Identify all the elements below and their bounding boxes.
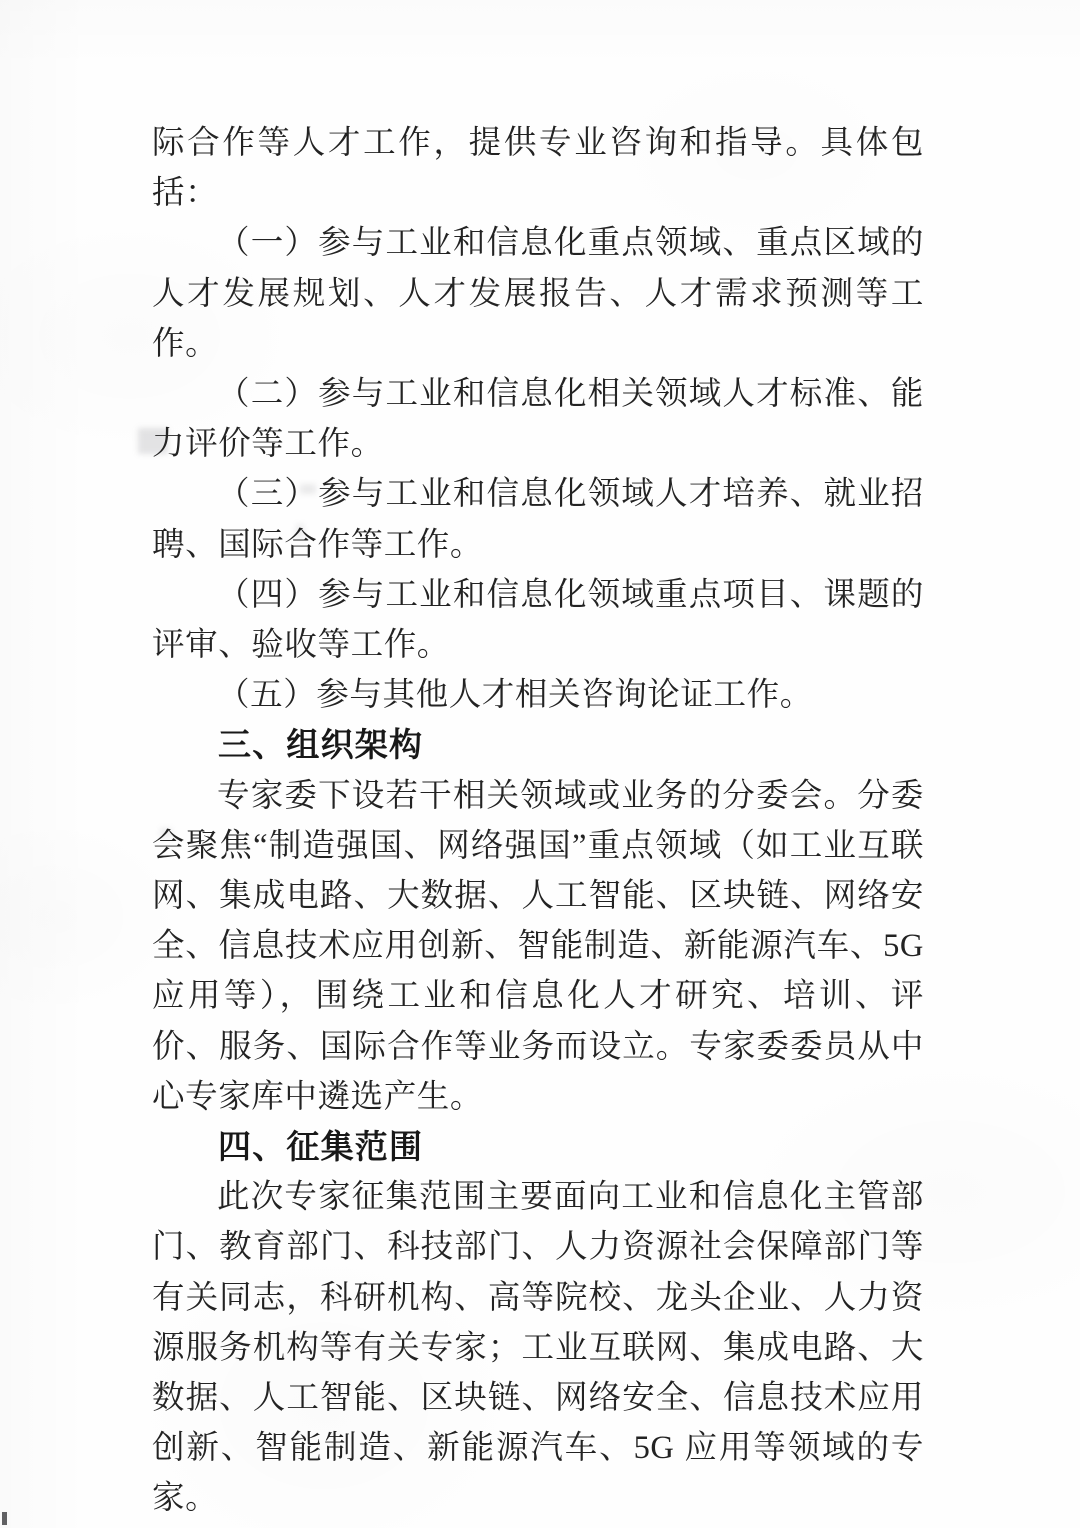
list-item-three: （三）参与工业和信息化领域人才培养、就业招聘、国际合作等工作。 [152, 476, 924, 563]
scan-edge-shading-left [0, 0, 90, 1528]
section-heading-four: 四、征集范围 [218, 1128, 424, 1166]
scan-edge-shading-top [0, 0, 1080, 70]
section-body-four: 此次专家征集范围主要面向工业和信息化主管部门、教育部门、科技部门、人力资源社会保障部门等有关同志，科研机构、高等院校、龙头企业、人力资源服务机构等有关专家；工业互联网、集成电路、大数据、人工智能、区块链、网络安全、信息技术应用创新、智能制造、新能源汽车、5G 应用等领域的专家。 [152, 1179, 924, 1517]
list-item-one: （一）参与工业和信息化重点领域、重点区域的人才发展规划、人才发展报告、人才需求预测等工作。 [152, 225, 924, 362]
section-heading-three: 三、组织架构 [218, 726, 424, 764]
list-item-four: （四）参与工业和信息化领域重点项目、课题的评审、验收等工作。 [152, 576, 924, 664]
list-item-two: （二）参与工业和信息化相关领域人才标准、能力评价等工作。 [152, 376, 924, 463]
paragraph-intro-tail: 际合作等人才工作，提供专业咨询和指导。具体包括： [152, 125, 924, 212]
document-text-column [152, 118, 924, 1524]
page-corner-mark [2, 1512, 7, 1525]
list-item-five: （五）参与其他人才相关咨询论证工作。 [217, 677, 813, 714]
section-body-three: 专家委下设若干相关领域或业务的分委会。分委会聚焦“制造强国、网络强国”重点领域（如工业互联网、集成电路、大数据、人工智能、区块链、网络安全、信息技术应用创新、智能制造、新能源汽车、5G 应用等），围绕工业和信息化人才研究、培训、评价、服务、国际合作等业务而设立。专家委委员从中心专家库中遴选产生。 [152, 777, 924, 1115]
